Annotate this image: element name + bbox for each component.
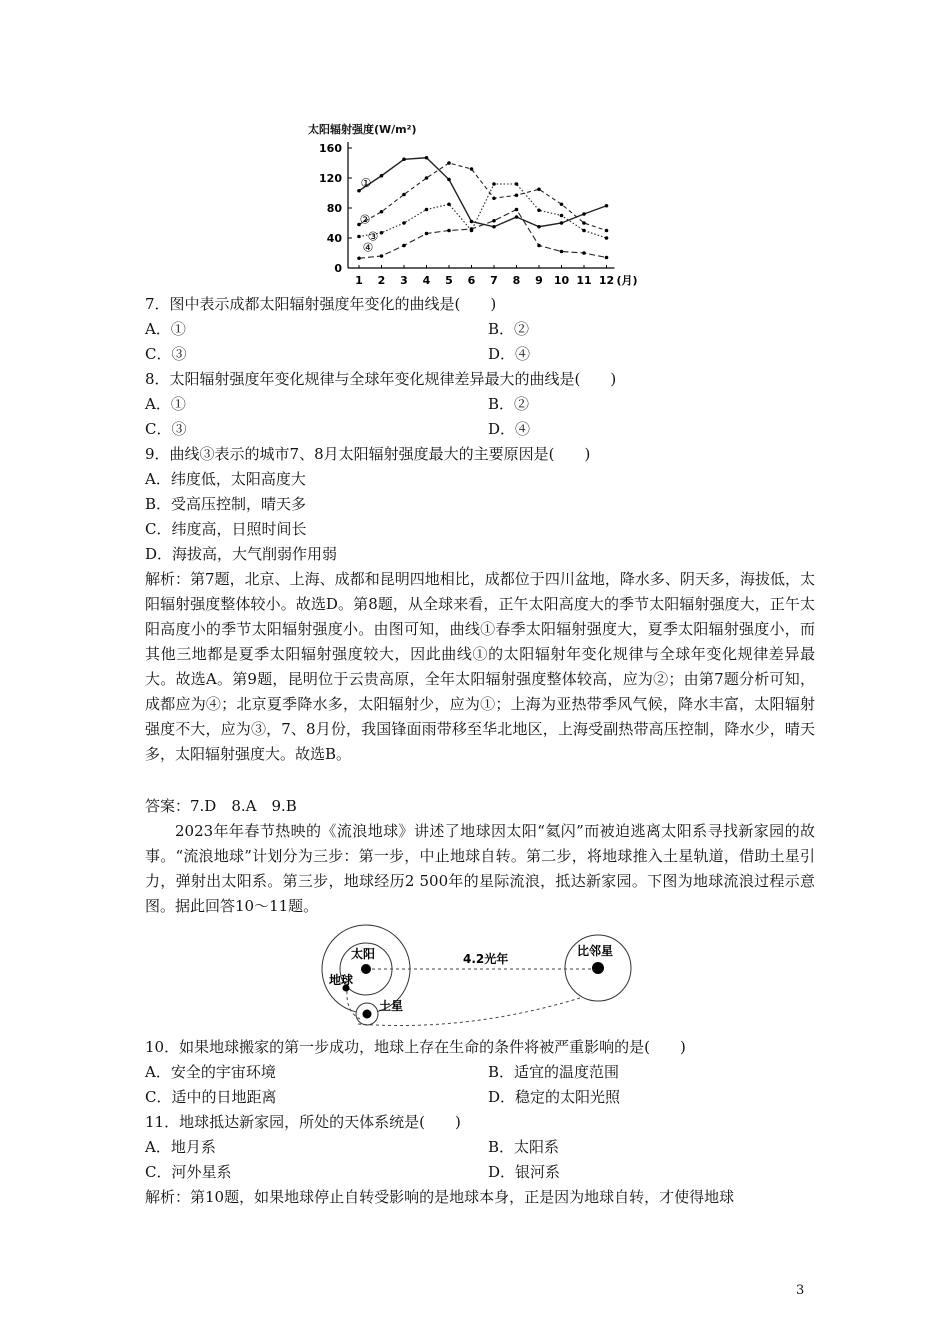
chart-series	[357, 156, 608, 260]
data-point	[380, 174, 384, 178]
question-9-option-a: A．纬度低，太阳高度大	[145, 470, 306, 488]
sun-label: 太阳	[351, 947, 376, 961]
question-11-option-a: A．地月系	[145, 1138, 216, 1156]
data-point	[357, 235, 361, 239]
question-9-stem: 9．曲线③表示的城市7、8月太阳辐射强度最大的主要原因是( )	[145, 445, 591, 463]
question-8-stem: 8．太阳辐射强度年变化规律与全球年变化规律差异最大的曲线是( )	[145, 370, 617, 388]
y-tick-label: 80	[326, 202, 342, 215]
question-11-option-b: B．太阳系	[488, 1138, 560, 1156]
x-tick-label: 11	[576, 274, 592, 287]
data-point	[447, 229, 451, 233]
question-10-stem: 10．如果地球搬家的第一步成功，地球上存在生命的条件将被严重影响的是( )	[145, 1038, 686, 1056]
x-tick-label: 2	[377, 274, 386, 287]
x-tick-label: 4	[422, 274, 431, 287]
x-tick-label: 3	[400, 274, 408, 287]
data-point	[537, 187, 541, 191]
data-point	[537, 244, 541, 248]
x-tick-label: 12	[598, 274, 615, 287]
data-point	[492, 196, 496, 200]
data-point	[425, 156, 429, 160]
data-point	[380, 254, 384, 258]
data-point	[492, 219, 496, 223]
question-7-option-a: A．①	[145, 320, 186, 338]
question-7-option-b: B．②	[488, 320, 530, 338]
question-9-option-d: D．海拔高，大气削弱作用弱	[145, 545, 338, 563]
series-label-1: ①	[360, 175, 372, 190]
page-number: 3	[796, 1283, 805, 1298]
y-tick-label: 0	[334, 262, 342, 275]
x-tick-label: 8	[512, 274, 521, 287]
answer-7-9: 答案：7.D 8.A 9.B	[145, 797, 297, 815]
question-11-option-c: C．河外星系	[145, 1163, 232, 1181]
intro-10-11: 2023年年春节热映的《流浪地球》讲述了地球因太阳“氦闪”而被迫逃离太阳系寻找新家园的故事。“流浪地球”计划分为三步：第一步，中止地球自转。第二步，将地球推入土星轨道，借助土星引力，弹射出太阳系。第三步，地球经历2 500年的星际流浪，抵达新家园。下图为地球流浪过程示意图。据此回答10～11题。	[145, 822, 815, 915]
data-point	[380, 231, 384, 235]
data-point	[605, 204, 609, 208]
analysis-10-11: 解析：第10题，如果地球停止自转受影响的是地球本身，正是因为地球自转，才使得地球	[145, 1188, 735, 1206]
data-point	[560, 221, 564, 225]
data-point	[402, 244, 406, 248]
data-point	[492, 225, 496, 229]
question-7-option-d: D．④	[488, 345, 531, 363]
data-point	[582, 221, 586, 225]
solar-radiation-chart	[300, 118, 650, 290]
saturn-dot	[363, 1010, 372, 1019]
data-point	[425, 232, 429, 236]
data-point	[447, 161, 451, 165]
data-point	[515, 182, 519, 186]
data-point	[605, 229, 609, 233]
x-tick-label: 5	[445, 274, 453, 287]
data-point	[402, 157, 406, 161]
data-point	[560, 250, 564, 254]
sun-dot	[361, 964, 371, 974]
question-7-option-c: C．③	[145, 345, 187, 363]
question-11-option-d: D．银河系	[488, 1163, 561, 1181]
chart-title: 太阳辐射强度(W/m²)	[308, 123, 417, 136]
question-7-stem: 7．图中表示成都太阳辐射强度年变化的曲线是( )	[145, 295, 497, 313]
question-10-option-c: C．适中的日地距离	[145, 1088, 277, 1106]
data-point	[582, 212, 586, 216]
data-point	[515, 208, 519, 212]
data-point	[425, 176, 429, 180]
data-point	[470, 167, 474, 171]
x-tick-label: 1	[355, 274, 363, 287]
data-point	[447, 178, 451, 182]
data-point	[425, 208, 429, 212]
question-11-stem: 11．地球抵达新家园，所处的天体系统是( )	[145, 1113, 461, 1131]
question-9-option-c: C．纬度高，日照时间长	[145, 520, 307, 538]
question-8-option-b: B．②	[488, 395, 530, 413]
y-tick-label: 40	[326, 232, 342, 245]
data-point	[492, 182, 496, 186]
data-point	[515, 215, 519, 219]
data-point	[402, 221, 406, 225]
data-point	[357, 256, 361, 260]
question-10-option-d: D．稳定的太阳光照	[488, 1088, 621, 1106]
data-point	[582, 229, 586, 233]
wandering-earth-diagram	[318, 922, 638, 1030]
x-tick-label: 10	[553, 274, 570, 287]
data-point	[447, 202, 451, 206]
data-point	[537, 225, 541, 229]
data-point	[470, 227, 474, 231]
question-8-option-c: C．③	[145, 420, 187, 438]
question-10-option-b: B．适宜的温度范围	[488, 1063, 620, 1081]
data-point	[402, 193, 406, 197]
earth-label: 地球	[329, 973, 354, 987]
series-label-3: ③	[367, 229, 379, 244]
analysis-7-9: 解析：第7题，北京、上海、成都和昆明四地相比，成都位于四川盆地，降水多、阴天多，海拔低，太阳辐射强度整体较小。故选D。第8题，从全球来看，正午太阳高度大的季节太阳辐射强度大，正午太阳高度小的季节太阳辐射强度小。由图可知，曲线①春季太阳辐射强度大，夏季太阳辐射强度小，而其他三地都是夏季太阳辐射强度较大，因此曲线①的太阳辐射年变化规律与全球年变化规律差异最大。故选A。第9题，昆明位于云贵高原，全年太阳辐射强度整体较高，应为②；由第7题分析可知，成都应为④；北京夏季降水多，太阳辐射少，应为①；上海为亚热带季风气候，降水丰富，太阳辐射强度不大，应为③，7、8月份，我国锋面雨带移至华北地区，上海受副热带高压控制，降水少，晴天多，太阳辐射强度大。故选B。	[145, 570, 815, 763]
data-point	[605, 256, 609, 260]
y-tick-label: 160	[319, 142, 342, 155]
x-tick-label: 9	[535, 274, 543, 287]
series-line-4	[359, 210, 607, 259]
data-point	[605, 236, 609, 240]
series-label-2: ②	[359, 212, 371, 227]
question-9-option-b: B．受高压控制，晴天多	[145, 495, 307, 513]
question-10-option-a: A．安全的宇宙环境	[145, 1063, 276, 1081]
y-tick-label: 120	[319, 172, 342, 185]
x-tick-label: 7	[490, 274, 498, 287]
data-point	[470, 220, 474, 224]
data-point	[380, 210, 384, 214]
proxima-label: 比邻星	[577, 944, 614, 958]
series-label-4: ④	[362, 240, 374, 255]
data-point	[515, 193, 519, 197]
chart-labels	[360, 176, 379, 255]
data-point	[560, 214, 564, 218]
x-axis-label: (月)	[616, 274, 638, 287]
data-point	[560, 202, 564, 206]
x-tick-label: 6	[467, 274, 476, 287]
data-point	[537, 208, 541, 212]
series-line-1	[359, 158, 607, 227]
distance-label: 4.2光年	[463, 952, 509, 966]
question-8-option-d: D．④	[488, 420, 531, 438]
data-point	[582, 251, 586, 255]
saturn-label: 土星	[379, 999, 404, 1013]
proxima-dot	[592, 962, 604, 974]
question-8-option-a: A．①	[145, 395, 186, 413]
